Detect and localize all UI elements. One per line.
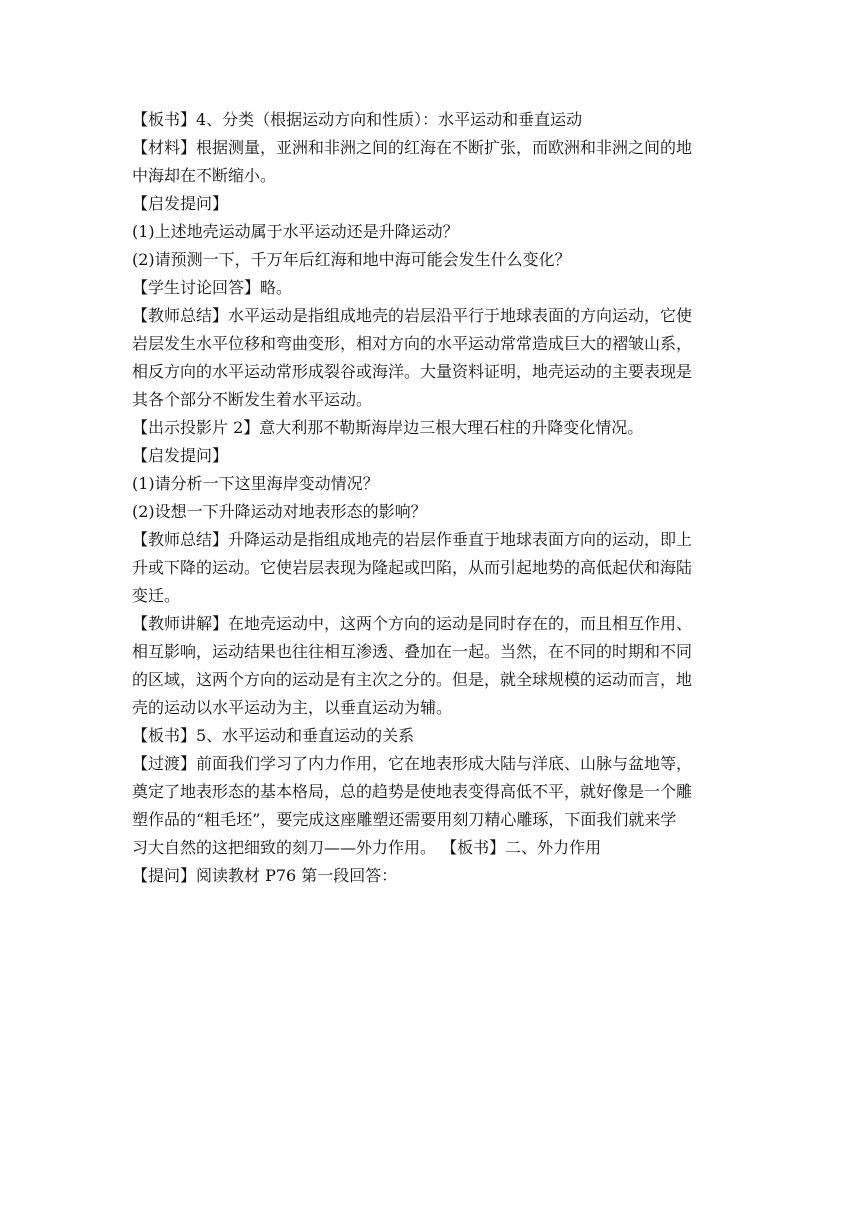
teacher-summary-2-line-2: 升或下降的运动。它使岩层表现为隆起或凹陷，从而引起地势的高低起伏和海陆: [132, 558, 693, 577]
teacher-summary-2-line-3: 变迁。: [132, 586, 181, 605]
document-page: [132, 106, 732, 890]
teacher-summary-line-4: 其各个部分不断发生着水平运动。: [132, 390, 373, 409]
teacher-summary-line-3: 相反方向的水平运动常形成裂谷或海洋。大量资料证明，地壳运动的主要表现是: [132, 362, 693, 381]
board-heading-relationship: 【板书】5、水平运动和垂直运动的关系: [132, 726, 415, 745]
teacher-explanation-line-1: 【教师讲解】在地壳运动中，这两个方向的运动是同时存在的，而且相互作用、: [132, 614, 693, 633]
material-paragraph-line-1: 【材料】根据测量，亚洲和非洲之间的红海在不断扩张，而欧洲和非洲之间的地: [132, 138, 693, 157]
transition-line-2: 奠定了地表形态的基本格局，总的趋势是使地表变得高低不平，就好像是一个雕: [132, 782, 693, 801]
prompt-question-heading: 【启发提问】: [132, 194, 229, 213]
student-discussion: 【学生讨论回答】略。: [132, 278, 293, 297]
teacher-summary-2-line-1: 【教师总结】升降运动是指组成地壳的岩层作垂直于地球表面方向的运动，即上: [132, 530, 693, 549]
teacher-explanation-line-4: 壳的运动以水平运动为主，以垂直运动为辅。: [132, 698, 453, 717]
question-item-4: (2)设想一下升降运动对地表形态的影响？: [132, 502, 427, 521]
teacher-summary-line-2: 岩层发生水平位移和弯曲变形，相对方向的水平运动常常造成巨大的褶皱山系，: [132, 334, 693, 353]
teacher-explanation-line-2: 相互影响，运动结果也往往相互渗透、叠加在一起。当然，在不同的时期和不同: [132, 642, 693, 661]
teacher-explanation-line-3: 的区域，这两个方向的运动是有主次之分的。但是，就全球规模的运动而言，地: [132, 670, 693, 689]
question-reading-assignment: 【提问】阅读教材 P76 第一段回答：: [132, 866, 398, 885]
board-heading-classification: 【板书】4、分类（根据运动方向和性质）：水平运动和垂直运动: [132, 110, 583, 129]
question-item-3: (1)请分析一下这里海岸变动情况？: [132, 474, 379, 493]
question-item-2: (2)请预测一下，千万年后红海和地中海可能会发生什么变化？: [132, 250, 571, 269]
question-item-1: (1)上述地壳运动属于水平运动还是升降运动？: [132, 222, 459, 241]
transition-line-4: 习大自然的这把细致的刻刀——外力作用。 【板书】二、外力作用: [132, 838, 602, 857]
material-paragraph-line-2: 中海却在不断缩小。: [132, 166, 277, 185]
teacher-summary-line-1: 【教师总结】水平运动是指组成地壳的岩层沿平行于地球表面的方向运动，它使: [132, 306, 693, 325]
transition-line-3: 塑作品的“粗毛坯”，要完成这座雕塑还需要用刻刀精心雕琢，下面我们就来学: [132, 810, 677, 829]
transition-line-1: 【过渡】前面我们学习了内力作用，它在地表形成大陆与洋底、山脉与盆地等，: [132, 754, 693, 773]
slide-projection: 【出示投影片 2】意大利那不勒斯海岸边三根大理石柱的升降变化情况。: [132, 418, 644, 437]
prompt-question-heading-2: 【启发提问】: [132, 446, 229, 465]
